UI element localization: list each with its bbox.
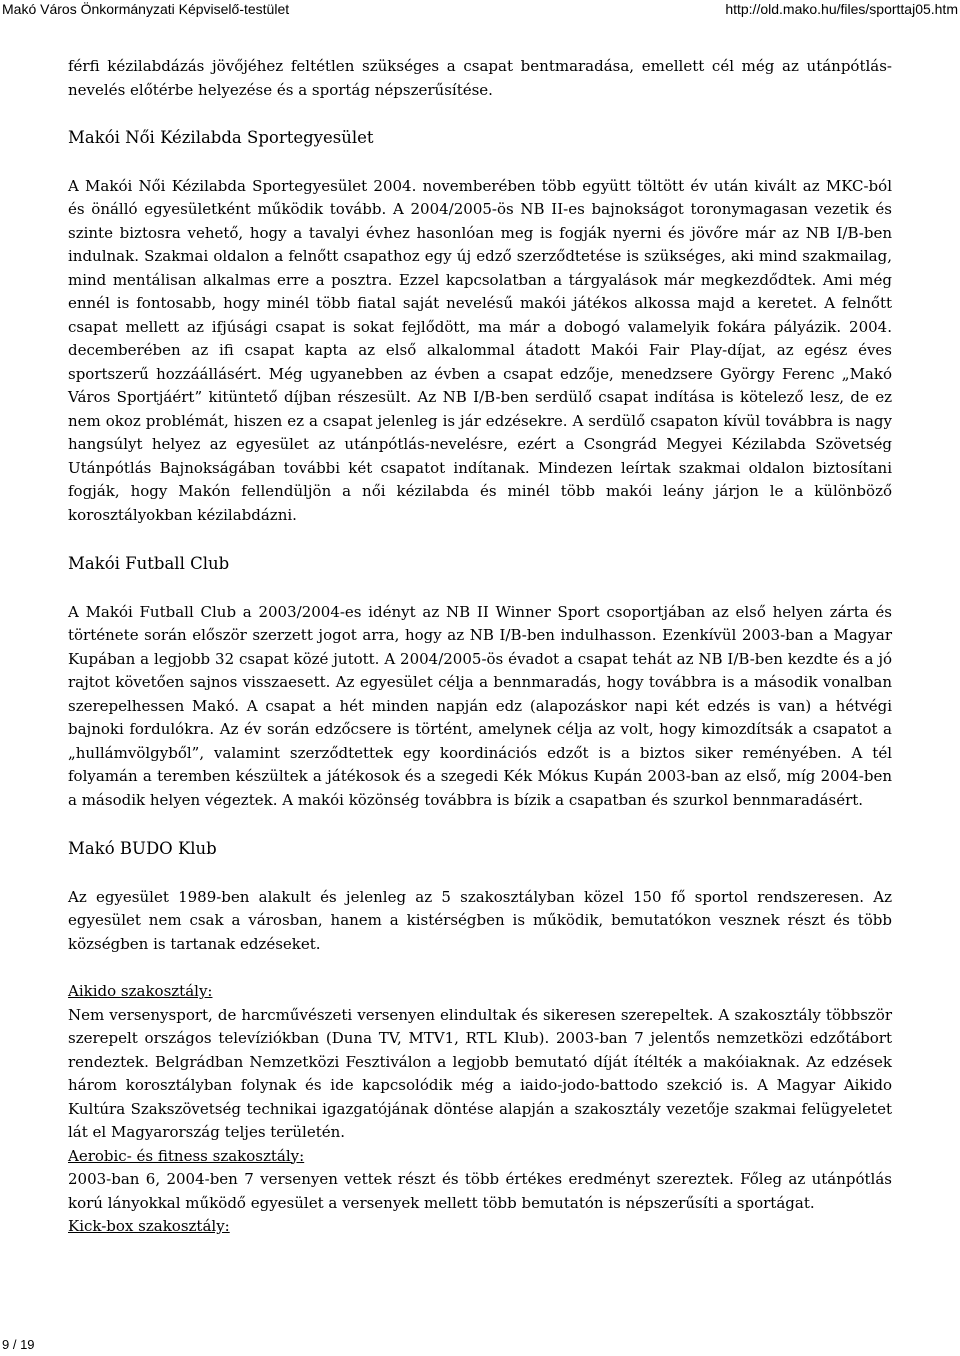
section-text-budo: Az egyesület 1989-ben alakult és jelenleg az 5 szakosztályban közel 150 fő sportol rendszeresen. Az egyesület nem csak a városban, hanem a kistérségben is működik, bemutatókon vesznek részt és több községben is tartanak edzéseket. — [68, 887, 892, 953]
section-title-noi-kezilabda: Makói Női Kézilabda Sportegyesület — [68, 128, 374, 147]
page-number: 9 / 19 — [2, 1337, 35, 1352]
section-text-noi-kezilabda: A Makói Női Kézilabda Sportegyesület 2004. novemberében több együtt töltött év után kivált az MKC-ból és önálló egyesületként működik tovább. A 2004/2005-ös NB II-es bajnokságot toronymagasan vezetik és szinte biztosra vehető, hogy a tavalyi évhez hasonlóan meg is fogják nyerni és jövőre már az NB I/B-ben indulnak. Szakmai oldalon a felnőtt csapathoz egy új edző szerződtetése is szükséges, aki mind szakmailag, mind mentálisan alkalmas erre a posztra. Ezzel kapcsolatban a tárgyalások már megkezdődtek. Ami még ennél is fontosabb, hogy minél több fiatal saját nevelésű makói játékos alkossa majd a keretet. A felnőtt csapat mellett az ifjúsági csapat is sokat fejlődött, ma már a dobogó valamelyik fokára pályázik. 2004. decemberében az ifi csapat kapta az első alkalommal átadott Makói Fair Play-díjat, az egész éves sportszerű hozzáállásért. Még ugyanebben az évben a csapat edzője, menedzsere György Ferenc „Makó Város Sportjáért” kitüntető díjban részesült. Az NB I/B-ben serdülő csapat indítása is kötelező lesz, de ez nem okoz problémát, hiszen ez a csapat jelenleg is jár edzésekre. A serdülő csapaton kívül továbbra is nagy hangsúlyt helyez az egyesület az utánpótlás-nevelésre, ezért a Csongrád Megyei Kézilabda Szövetség Utánpótlás Bajnokságában további két csapatot indítanak. Mindezen leírtak szakmai oldalon biztosítani fogják, hogy Makón fellendüljön a női kézilabda és minél több makói leány járjon le a különböző korosztályokban kézilabdázni. — [68, 176, 892, 524]
intro-paragraph: férfi kézilabdázás jövőjéhez feltétlen szükséges a csapat bentmaradása, emellett cél még az utánpótlás-nevelés előtérbe helyezése és a sportág népszerűsítése. — [68, 57, 892, 99]
section-title-budo: Makó BUDO Klub — [68, 839, 217, 858]
section-title-futball: Makói Futball Club — [68, 554, 230, 573]
page-header — [0, 0, 960, 18]
subheading-aikido: Aikido szakosztály: — [68, 982, 213, 1000]
text-aikido: Nem versenysport, de harcművészeti versenyen elindultak és sikeresen szerepeltek. A szakosztály többször szerepelt országos televíziókban (Duna TV, MTV1, RTL Klub). 2003-ban 7 jelentős nemzetközi edzőtábort rendeztek. Belgrádban Nemzetközi Fesztiválon a legjobb bemutató díját ítélték a makóiaknak. Az edzések három korosztályban folynak és ide kapcsolódik még a iaido-jodo-battodo szekció is. A Magyar Aikido Kultúra Szakszövetség technikai igazgatójának döntése alapján a szakosztály vezetője szakmai felügyeletet lát el Magyarország teljes területén. — [68, 1005, 892, 1141]
subheading-aerobic: Aerobic- és fitness szakosztály: — [68, 1146, 305, 1165]
header-title: Makó Város Önkormányzati Képviselő-testület — [2, 1, 290, 17]
text-aerobic: 2003-ban 6, 2004-ben 7 versenyen vettek részt és több értékes eredményt szereztek. Főleg az utánpótlás korú lányokkal működő egyesület a versenyek mellett több bemutatón is népszerűsíti a sportágat. — [68, 1170, 892, 1212]
header-url: http://old.mako.hu/files/sporttaj05.htm — [725, 1, 958, 17]
section-text-futball: A Makói Futball Club a 2003/2004-es idényt az NB II Winner Sport csoportjában az első helyen zárta és története során először szerzett jogot arra, hogy az NB I/B-ben indulhasson. Ezenkívül 2003-ban a Magyar Kupában a legjobb 32 csapat közé jutott. A 2004/2005-ös évadot a csapat tehát az NB I/B-ben kezdte és a jó rajtot követően sajnos visszaesett. Az egyesület célja a bennmaradás, hogy továbbra is a második vonalban szerepelhessen Makó. A csapat a hét minden napján edz (alapozáskor napi két edzés is van) a hétvégi bajnoki fordulókra. Az év során edzőcsere is történt, amelynek célja az volt, hogy kimozdítsák a csapatot a „hullámvölgyből”, valamint szerződtettek egy koordinációs edzőt is a biztos siker reményében. A tél folyamán a teremben készültek a játékosok és a szegedi Kék Mókus Kupán 2003-ban az első, míg 2004-ben a második helyen végeztek. A makói közönség továbbra is bízik a csapatban és szurkol bennmaradásért. — [68, 602, 892, 809]
subheading-kickbox: Kick-box szakosztály: — [68, 1217, 230, 1235]
document-body — [68, 55, 892, 1239]
